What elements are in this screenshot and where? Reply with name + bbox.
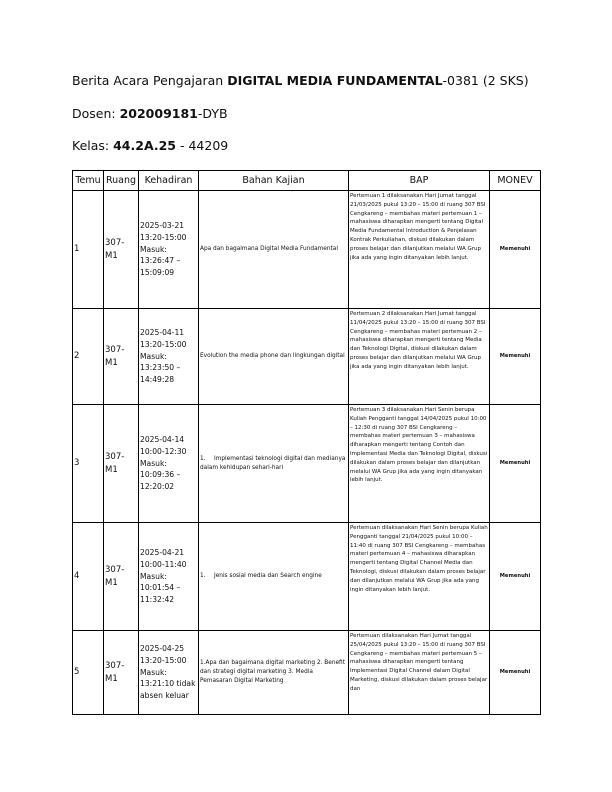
cell-ruang: 307-M1 xyxy=(104,523,139,631)
lecturer-line xyxy=(72,106,228,122)
column-header-bap: BAP xyxy=(349,171,490,191)
cell-kehadiran: 2025-04-14 10:00-12:30 Masuk: 10:09:36 – 12:20:02 xyxy=(139,405,199,523)
class-code: 44.2A.25 xyxy=(113,138,176,153)
cell-monev: Memenuhi xyxy=(490,523,541,631)
cell-ruang: 307-M1 xyxy=(104,631,139,715)
cell-ruang: 307-M1 xyxy=(104,405,139,523)
class-line xyxy=(72,138,228,154)
cell-temu: 4 xyxy=(73,523,104,631)
cell-bahan-kajian xyxy=(199,523,349,631)
cell-monev: Memenuhi xyxy=(490,309,541,405)
column-header-temu: Temu xyxy=(73,171,104,191)
course-code: -0381 (2 SKS) xyxy=(442,73,529,88)
teaching-record-table xyxy=(72,170,541,715)
course-title-prefix: Berita Acara Pengajaran xyxy=(72,73,228,88)
lecturer-id: 202009181 xyxy=(119,106,198,121)
column-header-bahan-kajian: Bahan Kajian xyxy=(199,171,349,191)
bahan-kajian-text: Implementasi teknologi digital dan medianya dalam kehidupan sehari-hari xyxy=(200,455,346,471)
cell-monev: Memenuhi xyxy=(490,191,541,309)
cell-bap: Pertemuan dilaksanakan Hari Senin berupa Kuliah Pengganti tanggal 21/04/2025 pukul 10:00 – 11:40 di ruang 307 BSI Cengkareng – membahas materi pertemuan 4 – mahasiswa diharapkan mengerti tentang Digital Channel Media dan Teknologi, diskusi dilakukan dalam proses belajar dan dilanjutkan melalui WA Grup jika ada yang ingin ditanyakan lebih lanjut. xyxy=(349,523,490,631)
cell-bap: Pertemuan 1 dilaksanakan Hari Jumat tanggal 21/03/2025 pukul 13:20 – 15:00 di ruang 307 BSI Cengkareng – membahas materi pertemuan 1 – mahasiswa diharapkan mengerti tentang Digital Media Fundamental Introduction & Penjelasan Kontrak Perkuliahan, diskusi dilakukan dalam proses belajar dan dilanjutkan melalui WA Grup jika ada yang ingin ditanyakan lebih lanjut. xyxy=(349,191,490,309)
column-header-kehadiran: Kehadiran xyxy=(139,171,199,191)
cell-bahan-kajian: Apa dan bagaimana Digital Media Fundamental xyxy=(199,191,349,309)
cell-ruang: 307-M1 xyxy=(104,309,139,405)
cell-kehadiran: 2025-04-25 13:20-15:00 Masuk: 13:21:10 tidak absen keluar xyxy=(139,631,199,715)
table-row xyxy=(73,405,541,523)
cell-bahan-kajian: Evolution the media phone dan lingkungan digital xyxy=(199,309,349,405)
cell-monev: Memenuhi xyxy=(490,631,541,715)
cell-kehadiran: 2025-04-11 13:20-15:00 Masuk: 13:23:50 – 14:49:28 xyxy=(139,309,199,405)
column-header-ruang: Ruang xyxy=(104,171,139,191)
bahan-kajian-text: Jenis sosial media dan Search engine xyxy=(214,573,322,579)
cell-kehadiran: 2025-04-21 10:00-11:40 Masuk: 10:01:54 – 11:32:42 xyxy=(139,523,199,631)
cell-monev: Memenuhi xyxy=(490,405,541,523)
class-number: - 44209 xyxy=(176,138,229,153)
cell-temu: 3 xyxy=(73,405,104,523)
cell-temu: 5 xyxy=(73,631,104,715)
table-header-row xyxy=(73,171,541,191)
cell-temu: 1 xyxy=(73,191,104,309)
lecturer-code: -DYB xyxy=(197,106,228,121)
table-row xyxy=(73,191,541,309)
list-marker: 1. xyxy=(200,573,206,579)
table-row xyxy=(73,631,541,715)
column-header-monev: MONEV xyxy=(490,171,541,191)
cell-temu: 2 xyxy=(73,309,104,405)
list-marker: 1. xyxy=(200,455,206,462)
course-name: DIGITAL MEDIA FUNDAMENTAL xyxy=(227,73,443,88)
cell-ruang: 307-M1 xyxy=(104,191,139,309)
cell-bahan-kajian xyxy=(199,405,349,523)
cell-bahan-kajian: 1.Apa dan bagaimana digital marketing 2. Benefit dan strategi digital marketing 3. Media Pemasaran Digital Marketing xyxy=(199,631,349,715)
cell-kehadiran: 2025-03-21 13:20-15:00 Masuk: 13:26:47 – 15:09:09 xyxy=(139,191,199,309)
class-label: Kelas: xyxy=(72,138,114,153)
cell-bap: Pertemuan dilaksanakan Hari Jumat tanggal 25/04/2025 pukul 13:20 – 15:00 di ruang 307 BSI Cengkareng – membahas materi pertemuan 5 – mahasiswa diharapkan mengerti tentang Implementasi Digital Channel dalam Digital Marketing, diskusi dilakukan dalam proses belajar dan xyxy=(349,631,490,715)
cell-bap: Pertemuan 3 dilaksanakan Hari Senin berupa Kuliah Pengganti tanggal 14/04/2025 pukul 10:00 – 12:30 di ruang 307 BSI Cengkareng – membahas materi pertemuan 3 – mahasiswa diharapkan mengerti tentang Contoh dan Implementasi Media dan Teknologi Digital, diskusi dilakukan dalam proses belajar dan dilanjutkan melalui WA Grup jika ada yang ingin ditanyakan lebih lanjut. xyxy=(349,405,490,523)
course-title-line xyxy=(72,73,529,89)
table-row xyxy=(73,523,541,631)
lecturer-label: Dosen: xyxy=(72,106,120,121)
table-row xyxy=(73,309,541,405)
cell-bap: Pertemuan 2 dilaksanakan Hari Jumat tanggal 11/04/2025 pukul 13:20 – 15:00 di ruang 307 BSI Cengkareng – membahas materi pertemuan 2 – mahasiswa diharapkan mengerti tentang Media dan Teknologi Digital, diskusi dilakukan dalam proses belajar dan dilanjutkan melalui WA Grup jika ada yang ingin ditanyakan lebih lanjut. xyxy=(349,309,490,405)
